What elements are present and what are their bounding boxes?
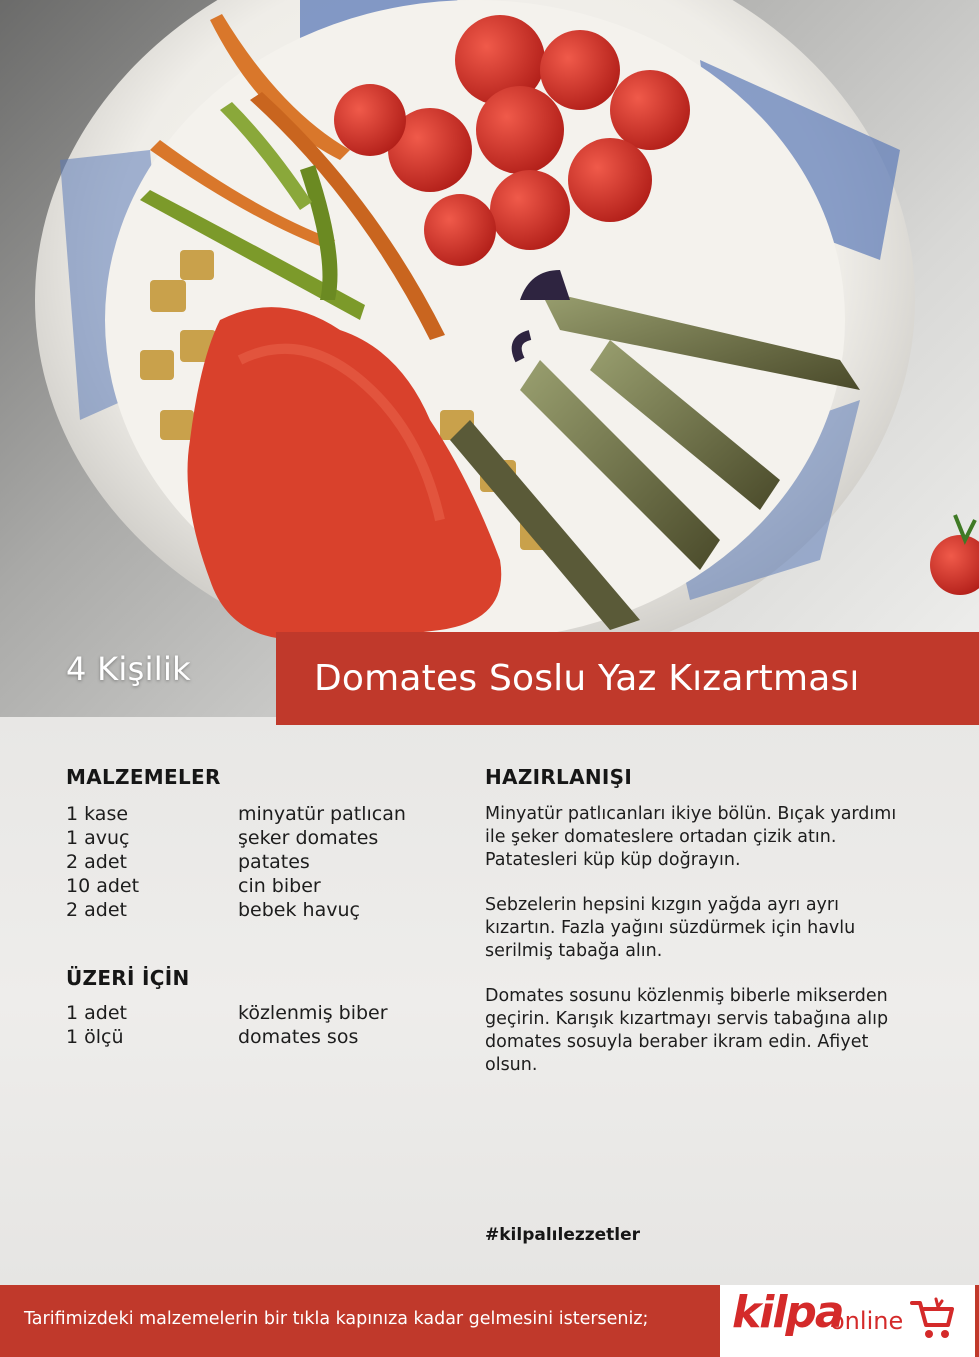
ingredient-qty: 1 kase (66, 803, 129, 825)
topping-heading: ÜZERİ İÇİN (66, 966, 190, 990)
ingredient-qty: 2 adet (66, 851, 127, 873)
ingredient-name: bebek havuç (238, 899, 360, 921)
topping-row (66, 1002, 466, 1026)
logo-online-text: online (830, 1307, 904, 1335)
ingredient-qty: 10 adet (66, 875, 140, 897)
topping-name: közlenmiş biber (238, 1002, 388, 1024)
ingredient-row (66, 899, 466, 923)
kilpa-online-logo[interactable] (720, 1285, 975, 1357)
hashtag: #kilpalılezzetler (485, 1225, 641, 1245)
ingredient-name: minyatür patlıcan (238, 803, 406, 825)
shopping-cart-icon (908, 1295, 958, 1343)
preparation-step: Minyatür patlıcanları ikiye bölün. Bıçak yardımı ile şeker domateslere ortadan çizik atın. Patatesleri küp küp doğrayın. (485, 804, 897, 870)
ingredient-row (66, 851, 466, 875)
recipe-title: Domates Soslu Yaz Kızartması (314, 658, 860, 699)
ingredient-name: cin biber (238, 875, 321, 897)
ingredient-name: patates (238, 851, 310, 873)
ingredient-row (66, 875, 466, 899)
preparation-step: Domates sosunu közlenmiş biberle mikserden geçirin. Karışık kızartmayı servis tabağına alıp domates sosuyla beraber ikram edin. Afiyet olsun. (485, 986, 889, 1075)
preparation-heading: HAZIRLANIŞI (485, 765, 633, 789)
ingredient-row (66, 803, 466, 827)
logo-brand: kilpa (732, 1287, 843, 1338)
title-banner (276, 632, 979, 725)
topping-qty: 1 ölçü (66, 1026, 124, 1048)
footer-text: Tarifimizdeki malzemelerin bir tıkla kapınıza kadar gelmesini isterseniz; (24, 1309, 649, 1329)
preparation-step: Sebzelerin hepsini kızgın yağda ayrı ayrı kızartın. Fazla yağını süzdürmek için havlu serilmiş tabağa alın. (485, 895, 856, 961)
ingredient-qty: 1 avuç (66, 827, 130, 849)
ingredient-qty: 2 adet (66, 899, 127, 921)
topping-row (66, 1026, 466, 1050)
topping-name: domates sos (238, 1026, 359, 1048)
ingredient-name: şeker domates (238, 827, 379, 849)
ingredients-heading: MALZEMELER (66, 765, 221, 789)
ingredient-row (66, 827, 466, 851)
topping-qty: 1 adet (66, 1002, 127, 1024)
servings-label: 4 Kişilik (66, 650, 191, 688)
